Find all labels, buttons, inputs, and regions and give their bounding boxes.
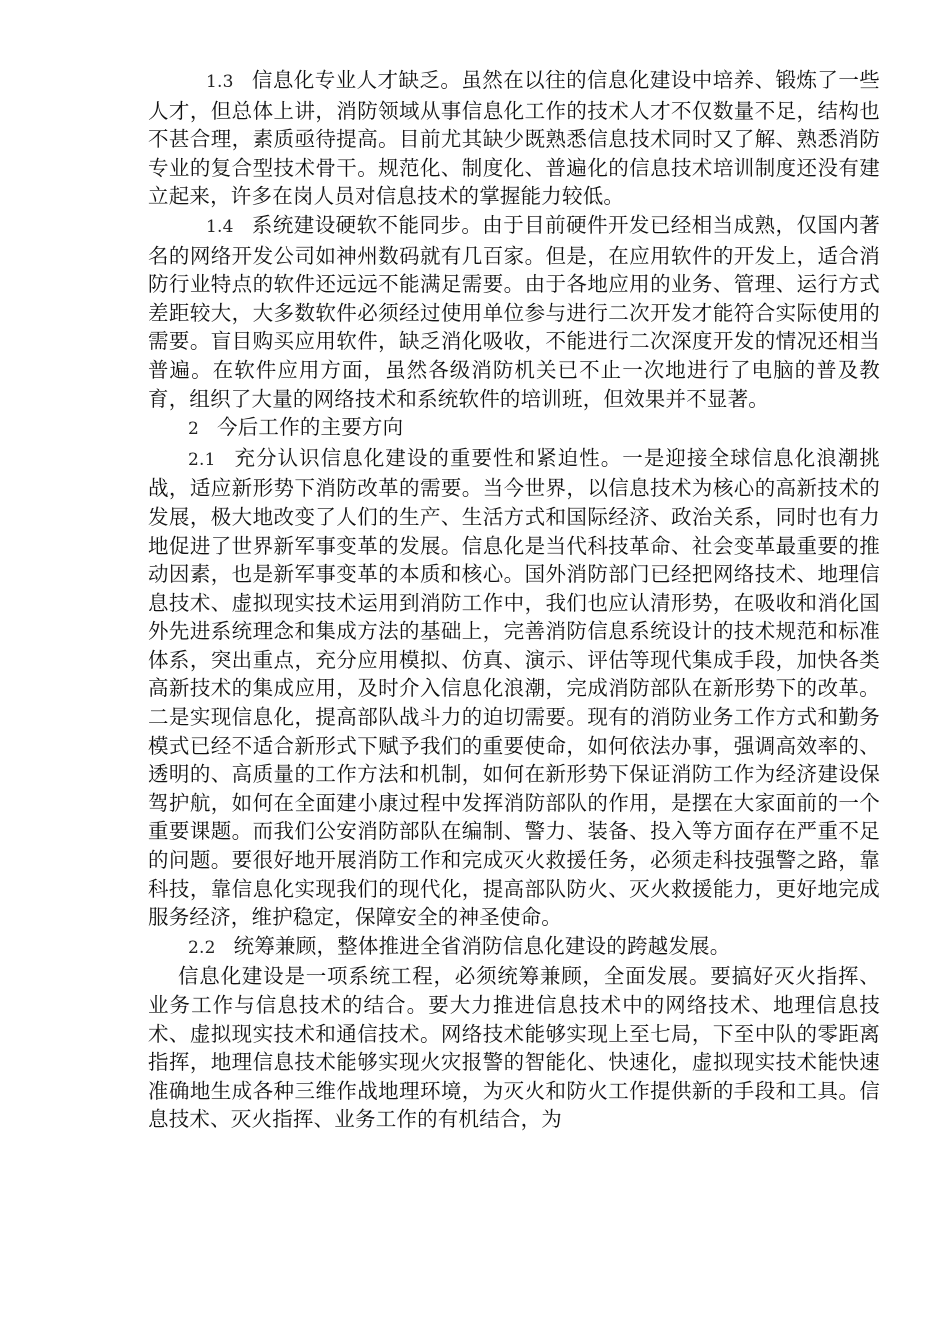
section-2-heading [148, 413, 880, 444]
paragraph-informatization [148, 962, 880, 1134]
section-number: 2.2 [188, 937, 216, 958]
section-text: 统筹兼顾，整体推进全省消防信息化建设的跨越发展。 [233, 933, 731, 958]
section-heading-text: 今后工作的主要方向 [217, 415, 404, 440]
section-2-1 [148, 444, 880, 932]
document-page [148, 66, 880, 1134]
section-number: 1.3 [206, 72, 234, 92]
section-text: 充分认识信息化建设的重要性和紧迫性。一是迎接全球信息化浪潮挑战，适应新形势下消防改革的需要。当今世界，以信息技术为核心的高新技术的发展，极大地改变了人们的生产、生活方式和国际经济、政治关系，同时也有力地促进了世界新军事变革的发展。信息化是当代科技革命、社会变革最重要的推动因素，也是新军事变革的本质和核心。国外消防部门已经把网络技术、地理信息技术、虚拟现实技术运用到消防工作中，我们也应认清形势，在吸收和消化国外先进系统理念和集成方法的基础上，完善消防信息系统设计的技术规范和标准体系，突出重点，充分应用模拟、仿真、演示、评估等现代集成手段，加快各类高新技术的集成应用，及时介入信息化浪潮，完成消防部队在新形势下的改革。二是实现信息化，提高部队战斗力的迫切需要。现有的消防业务工作方式和勤务模式已经不适合新形式下赋予我们的重要使命，如何依法办事，强调高效率的、透明的、高质量的工作方法和机制，如何在新形势下保证消防工作为经济建设保驾护航，如何在全面建小康过程中发挥消防部队的作用，是摆在大家面前的一个重要课题。而我们公安消防部队在编制、警力、装备、投入等方面存在严重不足的问题。要很好地开展消防工作和完成灭火救援任务，必须走科技强警之路，靠科技，靠信息化实现我们的现代化，提高部队防火、灭火救援能力，更好地完成服务经济，维护稳定，保障安全的神圣使命。 [148, 445, 880, 930]
section-1-4 [148, 211, 880, 413]
section-1-3 [148, 66, 880, 211]
section-2-2 [148, 932, 880, 963]
section-number: 2.1 [188, 449, 216, 470]
section-number: 2 [188, 419, 200, 440]
section-number: 1.4 [206, 216, 234, 237]
paragraph-text: 信息化建设是一项系统工程，必须统筹兼顾，全面发展。要搞好灭火指挥、业务工作与信息技术的结合。要大力推进信息技术中的网络技术、地理信息技术、虚拟现实技术和通信技术。网络技术能够实现上至七局，下至中队的零距离指挥，地理信息技术能够实现火灾报警的智能化、快速化，虚拟现实技术能快速准确地生成各种三维作战地理环境，为灭火和防火工作提供新的手段和工具。信息技术、灭火指挥、业务工作的有机结合，为 [148, 964, 880, 1132]
section-text: 信息化专业人才缺乏。虽然在以往的信息化建设中培养、锻炼了一些人才，但总体上讲，消防领域从事信息化工作的技术人才不仅数量不足，结构也不甚合理，素质亟待提高。目前尤其缺少既熟悉信息技术同时又了解、熟悉消防专业的复合型技术骨干。规范化、制度化、普遍化的信息技术培训制度还没有建立起来，许多在岗人员对信息技术的掌握能力较低。 [148, 68, 880, 209]
section-text: 系统建设硬软不能同步。由于目前硬件开发已经相当成熟，仅国内著名的网络开发公司如神州数码就有几百家。但是，在应用软件的开发上，适合消防行业特点的软件还远远不能满足需要。由于各地应用的业务、管理、运行方式差距较大，大多数软件必须经过使用单位参与进行二次开发才能符合实际使用的需要。盲目购买应用软件，缺乏消化吸收，不能进行二次深度开发的情况还相当普遍。在软件应用方面，虽然各级消防机关已不止一次地进行了电脑的普及教育，组织了大量的网络技术和系统软件的培训班，但效果并不显著。 [148, 212, 880, 411]
